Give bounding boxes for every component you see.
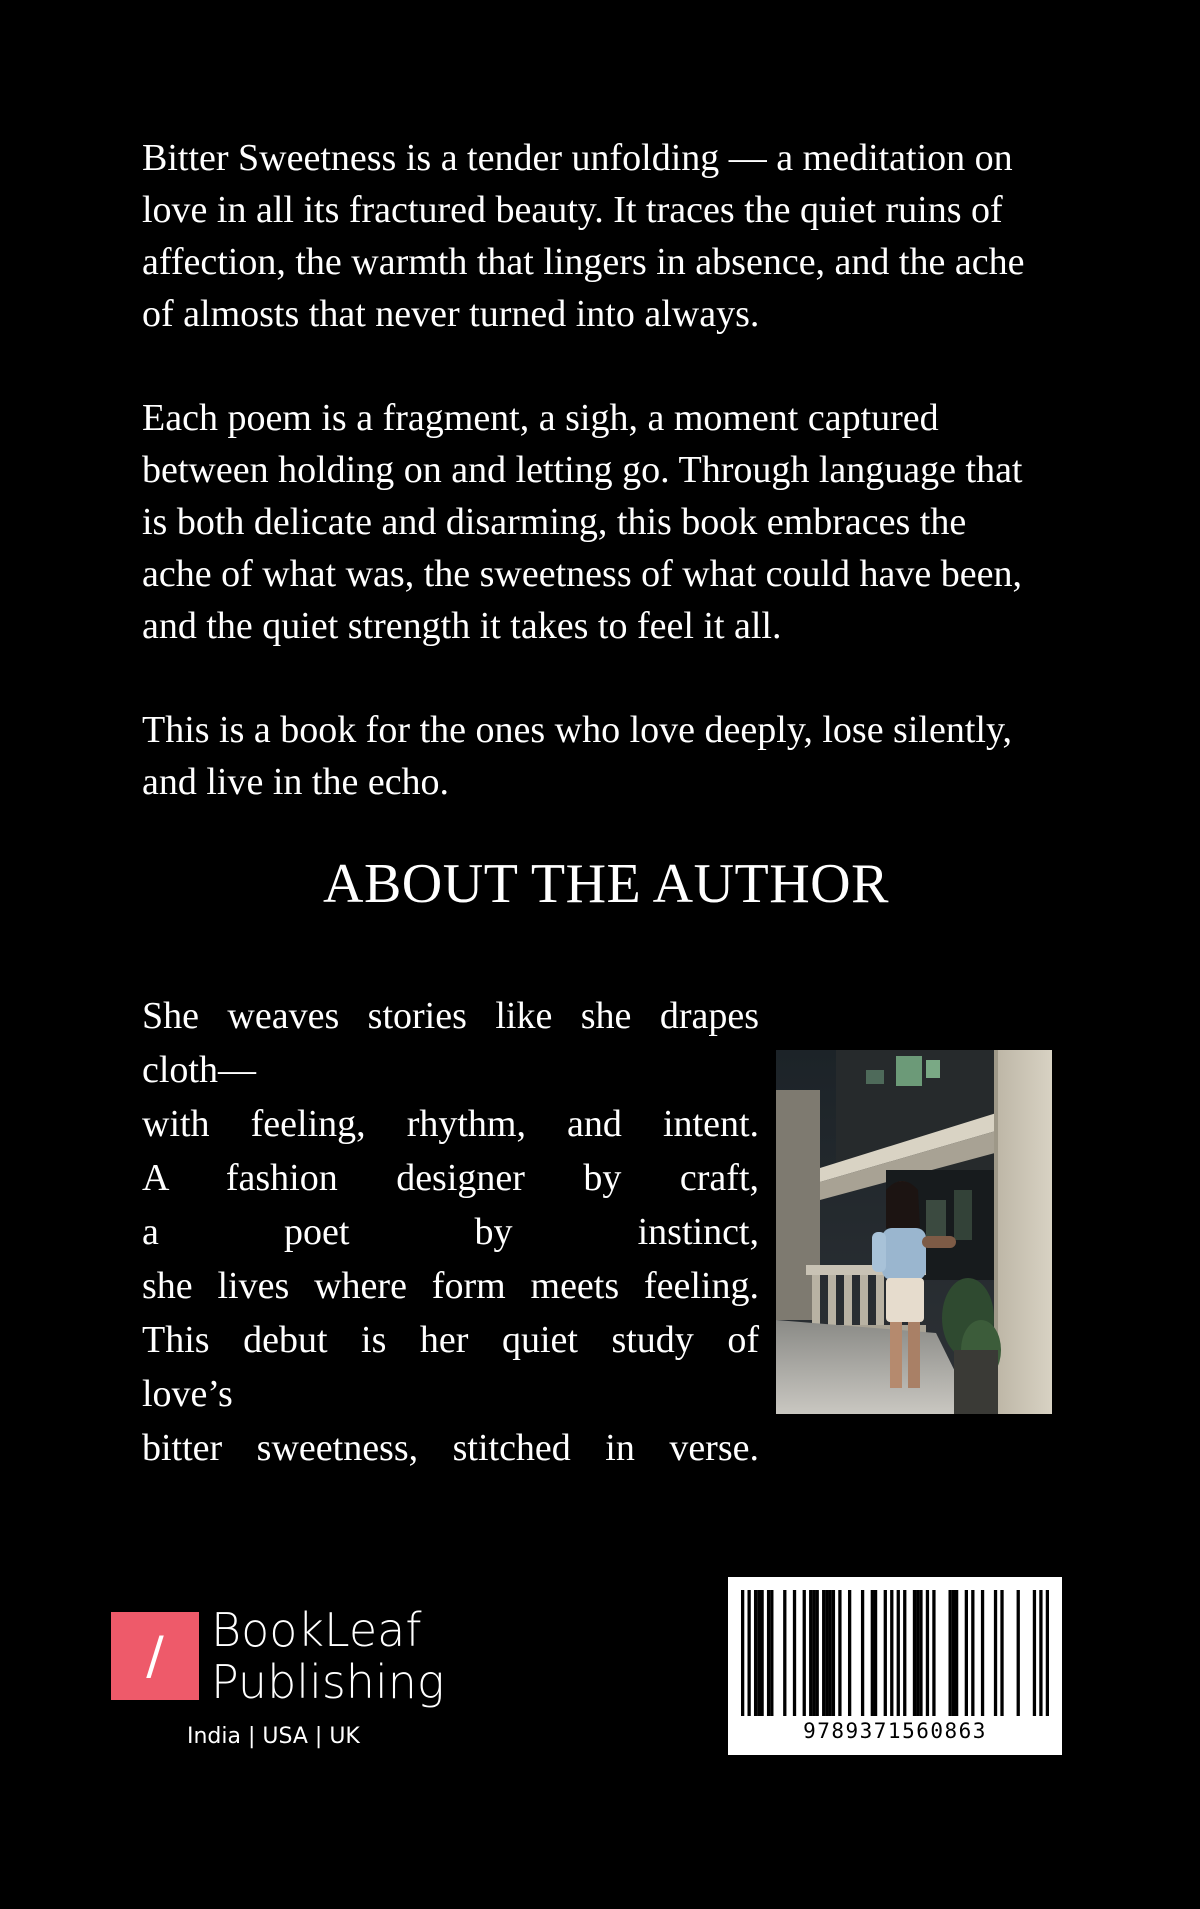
about-author-heading: ABOUT THE AUTHOR — [323, 853, 889, 915]
publisher-name-line1: BookLeaf — [211, 1603, 422, 1657]
barcode-bar — [757, 1590, 760, 1716]
blurb-line: and live in the echo. — [142, 761, 450, 803]
blurb-paragraph-3 — [142, 704, 1072, 808]
bio-line: love’s — [142, 1373, 233, 1415]
barcode-bar — [783, 1590, 786, 1716]
barcode-bar — [1046, 1590, 1049, 1716]
publisher-logo — [111, 1603, 451, 1762]
isbn-barcode — [728, 1577, 1062, 1755]
author-photo — [776, 1050, 1052, 1414]
bio-line: she lives where form meets feeling. — [142, 1265, 759, 1307]
barcode-bar — [825, 1590, 828, 1716]
barcode-bar — [760, 1590, 763, 1716]
barcode-bar — [965, 1590, 968, 1716]
barcode-bar — [793, 1590, 796, 1716]
barcode-bar — [955, 1590, 958, 1716]
barcode-bar — [1017, 1590, 1020, 1716]
book-blurb — [142, 132, 1072, 860]
publisher-name — [211, 1604, 445, 1708]
blurb-line: between holding on and letting go. Through language that — [142, 449, 1023, 491]
blurb-line: Bitter Sweetness is a tender unfolding — a meditation on — [142, 137, 1013, 179]
barcode-bar — [803, 1590, 806, 1716]
blurb-line: Each poem is a fragment, a sigh, a moment captured — [142, 397, 939, 439]
publisher-name-line2: Publishing — [211, 1655, 445, 1709]
barcode-bar — [816, 1590, 819, 1716]
barcode-bar — [916, 1590, 919, 1716]
isbn-number: 9789371560863 — [803, 1719, 987, 1743]
barcode-bar — [832, 1590, 835, 1716]
barcode-bar — [903, 1590, 906, 1716]
blurb-line: affection, the warmth that lingers in absence, and the ache — [142, 241, 1025, 283]
bio-line: with feeling, rhythm, and intent. — [142, 1103, 759, 1145]
blurb-paragraph-2 — [142, 392, 1072, 652]
barcode-bar — [1039, 1590, 1042, 1716]
barcode-bar — [767, 1590, 770, 1716]
bio-line: A fashion designer by craft, — [142, 1157, 759, 1199]
barcode-bar — [822, 1590, 825, 1716]
barcode-bar — [926, 1590, 929, 1716]
blurb-line: of almosts that never turned into always. — [142, 293, 760, 335]
author-photo-illustration — [776, 1050, 1052, 1414]
barcode-bar — [861, 1590, 864, 1716]
barcode-bar — [838, 1590, 841, 1716]
publisher-slash-glyph: / — [146, 1626, 164, 1686]
blurb-line: This is a book for the ones who love deeply, lose silently, — [142, 709, 1012, 751]
barcode-bar — [948, 1590, 951, 1716]
barcode-bar — [884, 1590, 887, 1716]
blurb-line: and the quiet strength it takes to feel it all. — [142, 605, 782, 647]
blurb-line: ache of what was, the sweetness of what could have been, — [142, 553, 1023, 595]
barcode-bar — [1033, 1590, 1036, 1716]
publisher-regions: India | USA | UK — [187, 1724, 360, 1749]
barcode-bar — [754, 1590, 757, 1716]
barcode-bar — [1000, 1590, 1003, 1716]
blurb-line: love in all its fractured beauty. It traces the quiet ruins of — [142, 189, 1003, 231]
barcode-bar — [932, 1590, 935, 1716]
barcode-bar — [874, 1590, 877, 1716]
barcode-bar — [741, 1590, 744, 1716]
barcode-bar — [770, 1590, 773, 1716]
barcode-bar — [919, 1590, 922, 1716]
barcode-bar — [952, 1590, 955, 1716]
barcode-bar — [994, 1590, 997, 1716]
barcode-bar — [871, 1590, 874, 1716]
barcode-bar — [812, 1590, 815, 1716]
barcode-bar — [829, 1590, 832, 1716]
blurb-paragraph-1 — [142, 132, 1072, 340]
bio-line: She weaves stories like she drapes — [142, 995, 759, 1037]
barcode-bar — [913, 1590, 916, 1716]
barcode-bar — [971, 1590, 974, 1716]
bio-line: This debut is her quiet study of — [142, 1319, 759, 1361]
barcode-bars — [741, 1590, 1049, 1716]
barcode-bar — [897, 1590, 900, 1716]
bio-line: cloth— — [142, 1049, 256, 1091]
barcode-bar — [981, 1590, 984, 1716]
author-bio — [142, 989, 759, 1475]
blurb-line: is both delicate and disarming, this book embraces the — [142, 501, 967, 543]
bio-line: bitter sweetness, stitched in verse. — [142, 1427, 759, 1469]
barcode-bar — [809, 1590, 812, 1716]
bio-line: a poet by instinct, — [142, 1211, 759, 1253]
barcode-bar — [890, 1590, 893, 1716]
barcode-bar — [747, 1590, 750, 1716]
barcode-bar — [848, 1590, 851, 1716]
